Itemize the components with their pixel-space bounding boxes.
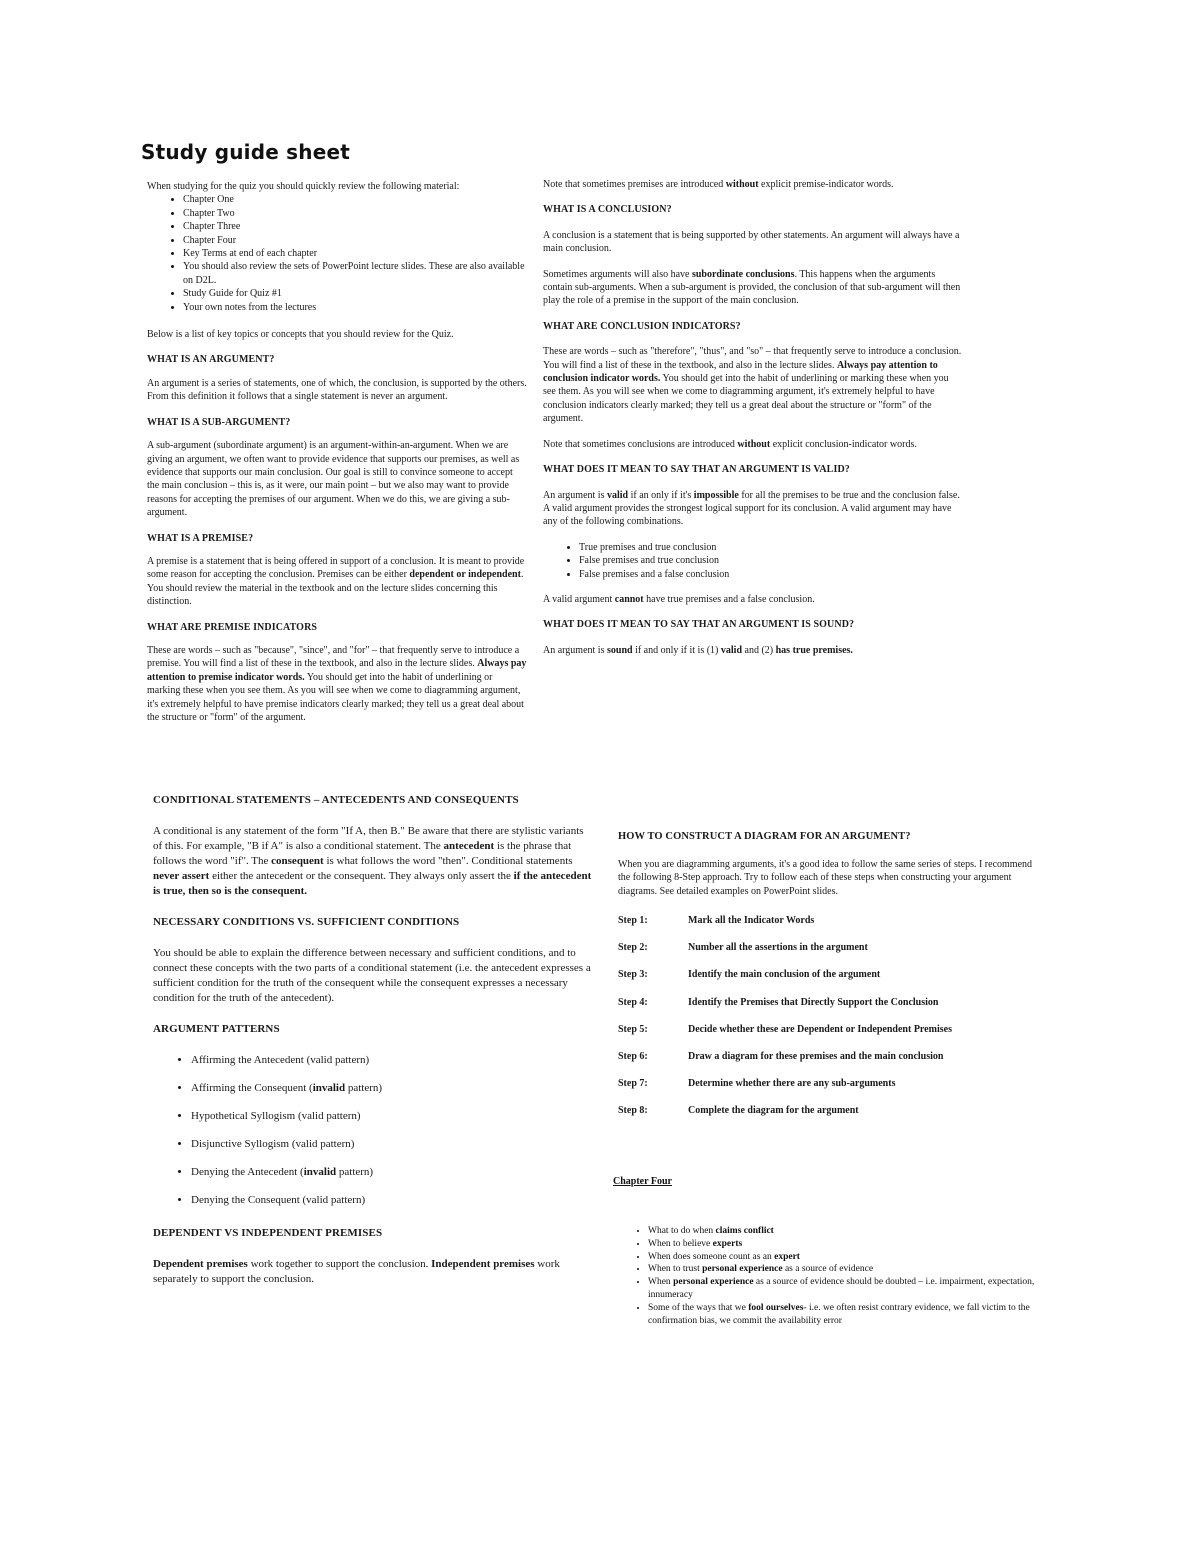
text-span: Some of the ways that we <box>648 1302 749 1313</box>
list-item <box>191 1081 593 1096</box>
step-number: Step 4: <box>618 996 648 1008</box>
list-item: • True premises and true conclusion <box>579 541 963 554</box>
text-span: - i.e. we often resist contrary evidence, we fall victim to the confirmation bias, we commit the availability error <box>648 1302 1030 1326</box>
step-text: Draw a diagram for these premises and the main conclusion <box>688 1050 944 1062</box>
steps-list <box>618 914 1038 1132</box>
text-span: . This happens when the arguments contain sub-arguments. When a sub-argument is provided, the conclusion of that sub-argument will then play the role of a premise in the support of the main conclusion. <box>543 268 961 307</box>
list-item <box>191 1193 593 1208</box>
text-span: work together to support the conclusion. <box>250 1258 429 1270</box>
bold-span: antecedent <box>443 840 495 852</box>
step-text: Decide whether these are Dependent or Independent Premises <box>688 1023 952 1035</box>
review-list <box>147 193 527 314</box>
cannot-text <box>543 593 963 606</box>
intro-text: When studying for the quiz you should quickly review the following material: <box>147 181 460 192</box>
step-row <box>618 1023 1038 1050</box>
conclusion-note <box>543 438 963 451</box>
patterns-heading: ARGUMENT PATTERNS <box>153 1023 280 1035</box>
list-item <box>191 1053 593 1068</box>
text-span: if an only if it's <box>630 489 692 501</box>
necessary-heading: NECESSARY CONDITIONS VS. SUFFICIENT CONDITIONS <box>153 916 460 928</box>
list-item <box>191 1165 593 1180</box>
conditional-heading: CONDITIONAL STATEMENTS – ANTECEDENTS AND CONSEQUENTS <box>153 794 519 806</box>
step-text: Complete the diagram for the argument <box>688 1105 859 1117</box>
conditional-text <box>153 824 593 899</box>
bold-span: fool ourselves <box>748 1302 804 1313</box>
bold-span: experts <box>712 1238 743 1249</box>
list-item <box>648 1263 1078 1276</box>
conclusion-heading: WHAT IS A CONCLUSION? <box>543 204 672 216</box>
list-item: • Chapter One <box>183 193 527 206</box>
list-item <box>648 1276 1078 1302</box>
bold-span: expert <box>774 1251 800 1262</box>
necessary-text: You should be able to explain the difference between necessary and sufficient conditions, and to connect these concepts with the two parts of a conditional statement (i.e. the antecedent expresses a sufficient condition for the truth of the consequent while the consequent expresses a necessary condition for the truth of the antecedent). <box>153 947 591 1004</box>
conclusion-indicators-text <box>543 345 963 425</box>
patterns-list <box>153 1053 593 1208</box>
list-item: • False premises and a false conclusion <box>579 568 963 581</box>
text-span: You should get into the habit of underlining or marking these when you see them. As you will see when we come to diagramming argument, it's extremely helpful to have premise indicators clearly marked; they tell us a great deal about the structure or "form" of the argument. <box>147 671 524 723</box>
step-row <box>618 1050 1038 1077</box>
text-span: have true premises and a false conclusion. <box>646 593 815 605</box>
text-span: You should get into the habit of underlining or marking these when you see them. As you will see when we come to diagramming argument, it's extremely helpful to have conclusion indicators clearly marked; they tell us a great deal about the structure or "form" of the argument. <box>543 373 949 425</box>
step-number: Step 2: <box>618 942 648 954</box>
text-span: explicit premise-indicator words. <box>761 179 894 190</box>
text-span: A conditional is any statement of the form "If A, then B." Be aware that there are stylistic variants of this. For example, "B if A" is also a conditional statement. The <box>153 825 584 852</box>
text-span: . You should review the material in the textbook and on the lecture slides concerning this distinction. <box>147 569 524 608</box>
text-span: as a source of evidence <box>782 1264 874 1275</box>
valid-text <box>543 489 963 529</box>
text-span: Affirming the Consequent ( <box>191 1082 313 1094</box>
valid-heading: WHAT DOES IT MEAN TO SAY THAT AN ARGUMENT IS VALID? <box>543 464 850 476</box>
list-item <box>648 1225 1078 1238</box>
text-span: for all the premises to be true and the conclusion false. A valid argument provides the strongest logical support for its conclusion. A valid argument may have any of the following combinations. <box>543 489 960 528</box>
text-span: When does someone count as an <box>648 1251 775 1262</box>
text-span: Affirming the Antecedent (valid pattern) <box>191 1054 370 1066</box>
dependent-text <box>153 1257 593 1287</box>
argument-text: An argument is a series of statements, one of which, the conclusion, is supported by the others. From this definition it follows that a single statement is never an argument. <box>147 377 527 403</box>
text-span: A valid argument <box>543 593 613 605</box>
text-span: An argument is <box>543 644 605 656</box>
page-title: Study guide sheet <box>141 140 351 164</box>
list-item: • Your own notes from the lectures <box>183 301 527 314</box>
bold-span: claims conflict <box>715 1226 774 1236</box>
premise-note <box>543 178 963 191</box>
bold-span: Always pay attention to conclusion indicator words. <box>543 359 938 385</box>
step-row <box>618 968 1038 995</box>
bold-span: personal experience <box>702 1264 783 1275</box>
text-span: When <box>648 1277 674 1288</box>
bold-span: Always pay attention to premise indicator words. <box>147 658 527 683</box>
text-span: Note that sometimes premises are introduced <box>543 179 724 190</box>
text-span: Denying the Consequent (valid pattern) <box>191 1194 366 1206</box>
list-item: • Chapter Four <box>183 234 527 247</box>
bold-span: valid <box>720 644 743 656</box>
text-span: Disjunctive Syllogism (valid pattern) <box>191 1138 355 1150</box>
bottom-left-column <box>153 793 593 1299</box>
bottom-right-column <box>618 830 1038 1132</box>
bold-span: sound <box>606 644 633 656</box>
step-text: Determine whether there are any sub-arguments <box>688 1078 896 1090</box>
step-number: Step 1: <box>618 915 648 926</box>
list-item: • You should also review the sets of PowerPoint lecture slides. These are also available on D2L. <box>183 260 527 287</box>
step-number: Step 7: <box>618 1078 648 1090</box>
bold-span: impossible <box>693 489 739 501</box>
premise-heading: WHAT IS A PREMISE? <box>147 532 254 544</box>
bold-span: dependent or independent <box>409 569 521 581</box>
bold-span: Dependent premises <box>153 1258 248 1270</box>
step-text: Identify the Premises that Directly Support the Conclusion <box>688 996 939 1008</box>
conclusion-indicators-heading: WHAT ARE CONCLUSION INDICATORS? <box>543 320 741 332</box>
argument-heading: WHAT IS AN ARGUMENT? <box>147 354 275 366</box>
premise-indicators-heading: WHAT ARE PREMISE INDICATORS <box>147 621 318 633</box>
text-span: Hypothetical Syllogism (valid pattern) <box>191 1110 361 1122</box>
text-span: pattern) <box>345 1082 383 1094</box>
bold-span: has true premises. <box>775 644 853 656</box>
step-row <box>618 1077 1038 1104</box>
subargument-heading: WHAT IS A SUB-ARGUMENT? <box>147 416 291 428</box>
list-item <box>648 1251 1078 1264</box>
text-span: work separately to support the conclusion. <box>153 1258 560 1285</box>
bold-span: valid <box>606 489 629 501</box>
bold-span: personal experience <box>673 1277 754 1288</box>
text-span: and (2) <box>744 644 774 656</box>
text-span: A premise is a statement that is being offered in support of a conclusion. It is meant to provide some reason for accepting the conclusion. Premises can be either <box>147 555 525 581</box>
list-item: • False premises and true conclusion <box>579 554 963 567</box>
conclusion-text: A conclusion is a statement that is being supported by other statements. An argument will always have a main conclusion. <box>543 229 960 255</box>
step-number: Step 5: <box>618 1023 648 1035</box>
list-item <box>191 1137 593 1152</box>
step-number: Step 6: <box>618 1050 648 1062</box>
list-item: • Study Guide for Quiz #1 <box>183 287 527 300</box>
text-span: if and only if it is (1) <box>635 644 719 656</box>
step-row <box>618 941 1038 968</box>
list-item: • Key Terms at end of each chapter <box>183 247 527 260</box>
text-span: explicit conclusion-indicator words. <box>772 438 917 450</box>
bold-span: Independent premises <box>431 1258 535 1270</box>
text-span: Note that sometimes conclusions are introduced <box>543 438 735 450</box>
list-item <box>191 1109 593 1124</box>
right-column <box>543 178 963 667</box>
text-span: as a source of evidence should be doubted – i.e. impairment, expectation, innumeracy <box>648 1277 1035 1300</box>
chapter-four-heading: Chapter Four <box>613 1176 672 1187</box>
list-item: • Chapter Three <box>183 220 527 233</box>
text-span: When to trust <box>648 1264 703 1275</box>
text-span: These are words – such as "therefore", "thus", and "so" – that frequently serve to introduce a conclusion. You will find a list of these in the textbook, and also in the lecture slides. <box>543 346 962 371</box>
valid-combinations-list <box>543 541 963 581</box>
text-span: is the phrase that follows the word "if". The <box>153 840 572 867</box>
bold-span: if the antecedent is true, then so is the consequent. <box>153 870 592 897</box>
bold-span: subordinate conclusions <box>691 268 795 280</box>
list-item: • Chapter Two <box>183 207 527 220</box>
step-row <box>618 914 1038 941</box>
bold-span: without <box>737 438 771 450</box>
text-span: These are words – such as "because", "since", and "for" – that frequently serve to introduce a premise. You will find a list of these in the textbook, and also in the lecture slides. <box>147 644 520 670</box>
text-span: Sometimes arguments will also have <box>543 268 690 280</box>
sound-heading: WHAT DOES IT MEAN TO SAY THAT AN ARGUMENT IS SOUND? <box>543 619 855 631</box>
bold-span: invalid <box>303 1166 337 1178</box>
list-item <box>648 1238 1078 1251</box>
diagram-heading: HOW TO CONSTRUCT A DIAGRAM FOR AN ARGUMENT? <box>618 831 911 842</box>
text-span: An argument is <box>543 489 605 501</box>
subordinate-text <box>543 268 963 308</box>
bold-span: invalid <box>312 1082 346 1094</box>
text-span: pattern) <box>336 1166 374 1178</box>
step-number: Step 8: <box>618 1105 648 1117</box>
step-number: Step 3: <box>618 969 648 981</box>
subargument-text: A sub-argument (subordinate argument) is an argument-within-an-argument. When we are giving an argument, we often want to provide evidence that supports our premises, as well as evidence that supports our main conclusion. Our goal is still to convince someone to accept the main conclusion – this is, as it were, our main point – but we also may want to provide reasons for accepting the premises of our argument. When we do this, we are giving a sub-argument. <box>147 440 520 519</box>
premise-indicators-text <box>147 644 527 724</box>
chapter-four-list <box>612 1225 1078 1327</box>
text-span: is what follows the word "then". Conditional statements <box>326 855 573 867</box>
list-item <box>648 1302 1078 1328</box>
sound-text <box>543 644 963 657</box>
text-span: either the antecedent or the consequent. They always only assert the <box>212 870 511 882</box>
premise-text <box>147 555 527 609</box>
dependent-heading: DEPENDENT VS INDEPENDENT PREMISES <box>153 1227 383 1239</box>
text-span: What to do when <box>648 1226 716 1236</box>
bold-span: without <box>725 179 759 190</box>
diagram-text: When you are diagramming arguments, it's a good idea to follow the same series of steps. I recommend the following 8-Step approach. Try to follow each of these steps when constructing your argument diagrams. See detailed examples on PowerPoint slides. <box>618 858 1033 897</box>
bold-span: consequent <box>271 855 324 867</box>
step-text: Number all the assertions in the argument <box>688 942 868 954</box>
step-row <box>618 996 1038 1023</box>
step-text: Mark all the Indicator Words <box>688 915 815 926</box>
below-text: Below is a list of key topics or concepts that you should review for the Quiz. <box>147 329 454 341</box>
bold-span: never assert <box>153 870 210 882</box>
step-text: Identify the main conclusion of the argument <box>688 969 881 981</box>
step-row <box>618 1104 1038 1131</box>
bold-span: cannot <box>614 593 644 605</box>
left-column <box>147 180 527 734</box>
text-span: When to believe <box>648 1238 713 1249</box>
text-span: Denying the Antecedent ( <box>191 1166 304 1178</box>
